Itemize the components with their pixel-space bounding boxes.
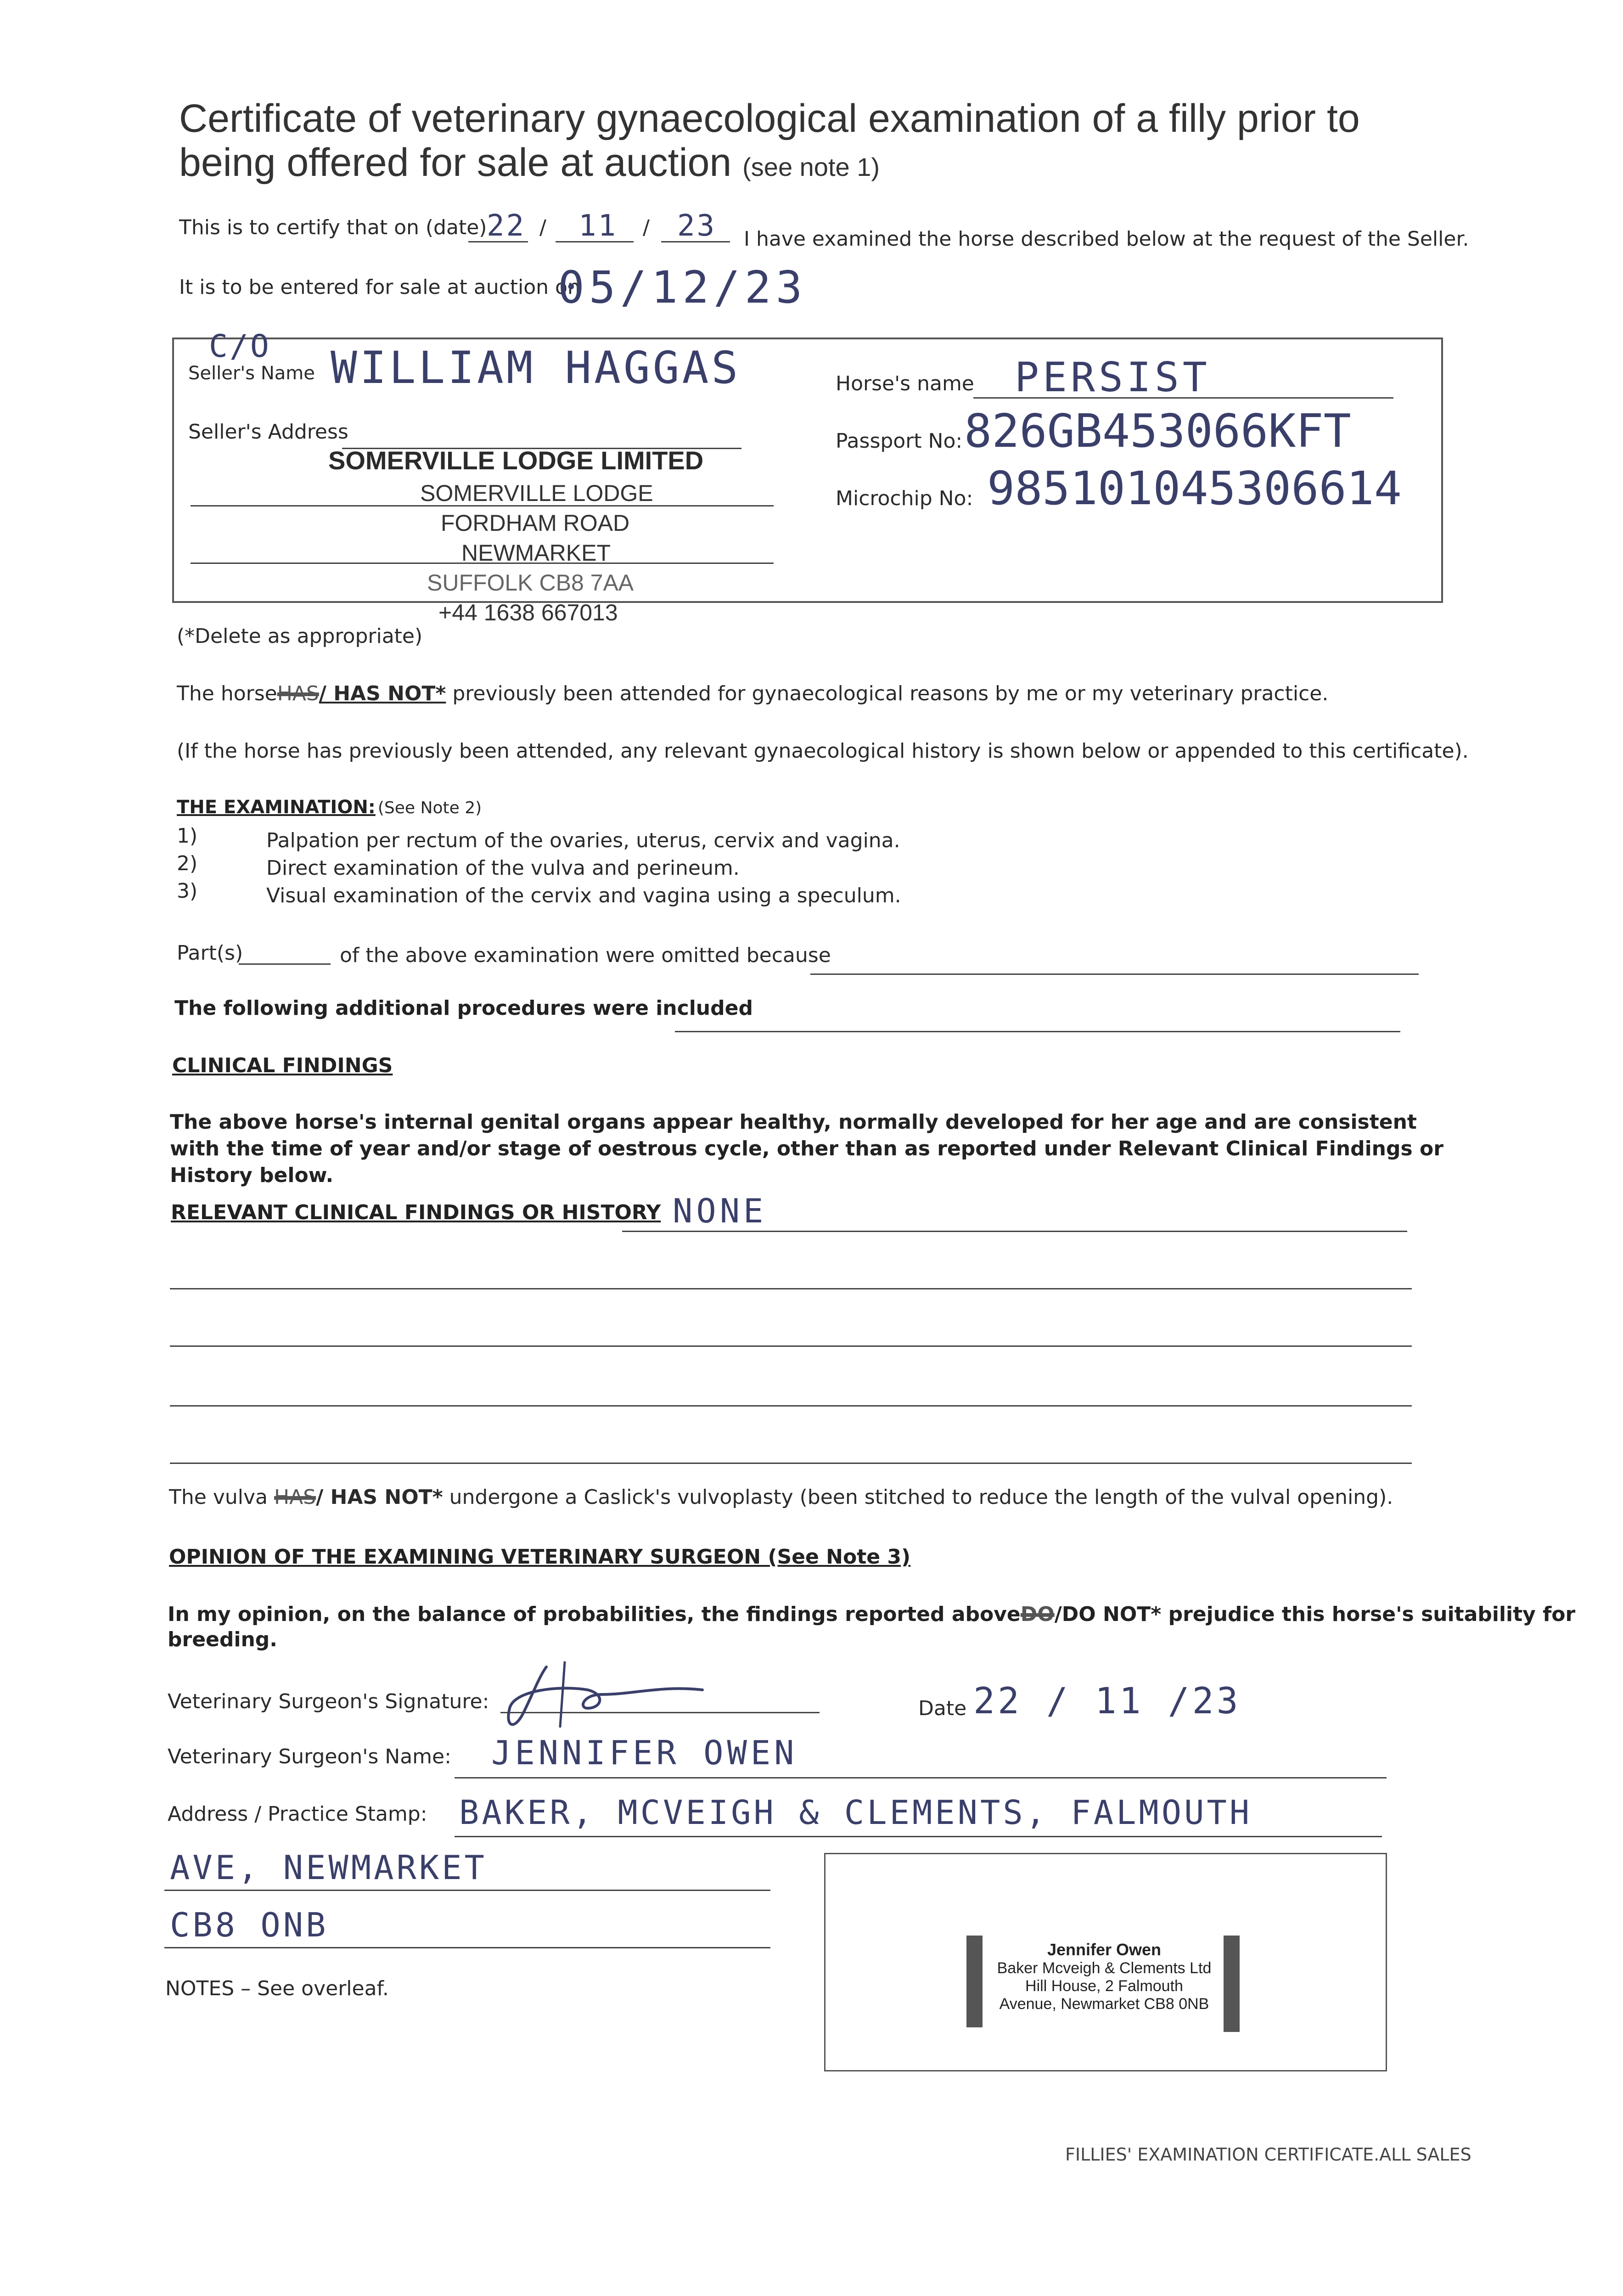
attended-line: [177, 682, 1328, 705]
surgeon-date-label: Date: [918, 1697, 967, 1720]
footer-label: FILLIES' EXAMINATION CERTIFICATE.ALL SALES: [1065, 2144, 1471, 2165]
vulva-prefix: The vulva: [169, 1486, 268, 1509]
exam-item-2-text: Direct examination of the vulva and perineum.: [266, 856, 740, 880]
practice-address-line-3: [164, 1947, 770, 1948]
examination-heading: [177, 797, 482, 818]
address-line-road: FORDHAM ROAD: [441, 510, 630, 536]
exam-item-3-text: Visual examination of the cervix and vagina using a speculum.: [266, 884, 901, 907]
attended-prefix: The horse: [177, 682, 277, 705]
relevant-line-3: [170, 1345, 1412, 1347]
practice-address-3: CB8 ONB: [170, 1906, 329, 1944]
additional-line: [675, 1031, 1400, 1032]
exam-item-2-num: 2): [177, 852, 198, 875]
omitted-prefix: Part(s): [177, 941, 243, 965]
seller-name-label: Seller's Name: [188, 363, 315, 384]
auction-date: 05/12/23: [558, 262, 807, 313]
surgeon-name-label: Veterinary Surgeon's Name:: [168, 1745, 451, 1768]
opinion-text-line: [168, 1603, 1575, 1626]
auction-prefix: It is to be entered for sale at auction on: [179, 276, 580, 299]
address-line-town: NEWMARKET: [461, 540, 611, 566]
vulva-struck: HAS: [274, 1486, 316, 1509]
exam-item-3-num: 3): [177, 879, 198, 903]
additional-label: The following additional procedures were included: [174, 996, 753, 1020]
practice-stamp: [987, 1940, 1221, 2013]
practice-address-line-1: [455, 1836, 1382, 1837]
title-note: (see note 1): [742, 152, 880, 181]
vulva-suffix: undergone a Caslick's vulvoplasty (been stitched to reduce the length of the vulval opening).: [449, 1486, 1393, 1509]
attended-struck: HAS: [277, 682, 319, 705]
seller-co: C/O: [209, 328, 271, 365]
certify-prefix: This is to certify that on (date): [179, 216, 487, 239]
examination-heading-text: THE EXAMINATION:: [177, 797, 376, 818]
stamp-bar-right: [1224, 1936, 1240, 2032]
vulva-line: [169, 1486, 1393, 1509]
stamp-line-4: Avenue, Newmarket CB8 0NB: [999, 1995, 1209, 2013]
omitted-suffix: of the above examination were omitted because: [340, 944, 831, 967]
address-line-lodge: SOMERVILLE LODGE: [420, 480, 653, 506]
stamp-bar-left: [966, 1936, 983, 2027]
stamp-line-2: Baker Mcveigh & Clements Ltd: [997, 1959, 1212, 1977]
signature-label: Veterinary Surgeon's Signature:: [168, 1690, 489, 1713]
practice-address-1: BAKER, MCVEIGH & CLEMENTS, FALMOUTH: [459, 1793, 1252, 1832]
seller-name: WILLIAM HAGGAS: [331, 342, 741, 394]
certify-year: 23: [677, 209, 717, 243]
opinion-prefix: In my opinion, on the balance of probabilities, the findings reported above: [168, 1603, 1021, 1626]
title-line-2: [179, 141, 1511, 189]
opinion-answer: /DO NOT* prejudice this horse's suitability for: [1054, 1603, 1576, 1626]
clinical-paragraph: The above horse's internal genital organs appear healthy, normally developed for her age and are consistent with the time of year and/or stage of oestrous cycle, other than as reported under Relevant Clinical Findings or History below.: [170, 1110, 1443, 1187]
certify-sep-2: /: [643, 216, 650, 239]
relevant-label: RELEVANT CLINICAL FINDINGS OR HISTORY: [171, 1201, 661, 1224]
certify-suffix: I have examined the horse described below at the request of the Seller.: [744, 227, 1469, 251]
exam-item-1-text: Palpation per rectum of the ovaries, uterus, cervix and vagina.: [266, 829, 900, 852]
address-company: SOMERVILLE LODGE LIMITED: [328, 446, 704, 475]
surgeon-name: JENNIFER OWEN: [491, 1733, 798, 1772]
passport-label: Passport No:: [836, 429, 963, 453]
certify-day: 22: [487, 209, 526, 243]
address-line-county: SUFFOLK CB8 7AA: [427, 570, 634, 596]
opinion-text-end: breeding.: [168, 1628, 277, 1651]
relevant-line-1: [622, 1231, 1407, 1232]
omitted-reason-line: [810, 974, 1419, 975]
stamp-line-1: Jennifer Owen: [1047, 1940, 1162, 1959]
notes-overleaf: NOTES – See overleaf.: [165, 1977, 389, 2000]
practice-address-line-2: [164, 1890, 770, 1891]
title-line-2-text: being offered for sale at auction: [179, 141, 732, 185]
microchip-number: 985101045306614: [987, 461, 1402, 515]
relevant-line-2: [170, 1288, 1412, 1289]
passport-number: 826GB453066KFT: [964, 404, 1351, 458]
clinical-heading: CLINICAL FINDINGS: [172, 1054, 393, 1077]
stamp-line-3: Hill House, 2 Falmouth: [1025, 1977, 1183, 1995]
address-line-phone: +44 1638 667013: [438, 600, 618, 625]
vulva-answer: / HAS NOT*: [316, 1486, 443, 1509]
attended-suffix: previously been attended for gynaecological reasons by me or my veterinary practice.: [452, 682, 1329, 705]
relevant-line-5: [170, 1463, 1412, 1464]
microchip-label: Microchip No:: [836, 487, 973, 510]
certify-sep-1: /: [539, 216, 546, 239]
horse-name: PERSIST: [1015, 354, 1211, 401]
relevant-value: NONE: [673, 1192, 767, 1230]
surgeon-date: 22 / 11 /23: [973, 1681, 1241, 1722]
relevant-line-4: [170, 1405, 1412, 1407]
attended-answer: / HAS NOT*: [319, 682, 446, 705]
history-note: (If the horse has previously been attended, any relevant gynaecological history is shown below or appended to this certificate).: [177, 739, 1469, 763]
horse-name-label: Horse's name: [836, 372, 974, 395]
opinion-heading: OPINION OF THE EXAMINING VETERINARY SURGEON (See Note 3): [169, 1545, 911, 1569]
examination-note: (See Note 2): [377, 799, 482, 817]
opinion-struck: DO: [1020, 1603, 1055, 1626]
certify-month: 11: [578, 209, 618, 243]
page-title: [179, 96, 1511, 189]
title-line-1: Certificate of veterinary gynaecological examination of a filly prior to: [179, 96, 1360, 141]
seller-address-label: Seller's Address: [188, 420, 348, 444]
delete-note: (*Delete as appropriate): [177, 625, 423, 648]
practice-address-label: Address / Practice Stamp:: [168, 1802, 427, 1826]
surgeon-name-line: [455, 1777, 1387, 1778]
omitted-parts-line: [239, 963, 331, 965]
exam-item-1-num: 1): [177, 824, 198, 848]
practice-address-2: AVE, NEWMARKET: [170, 1848, 487, 1887]
